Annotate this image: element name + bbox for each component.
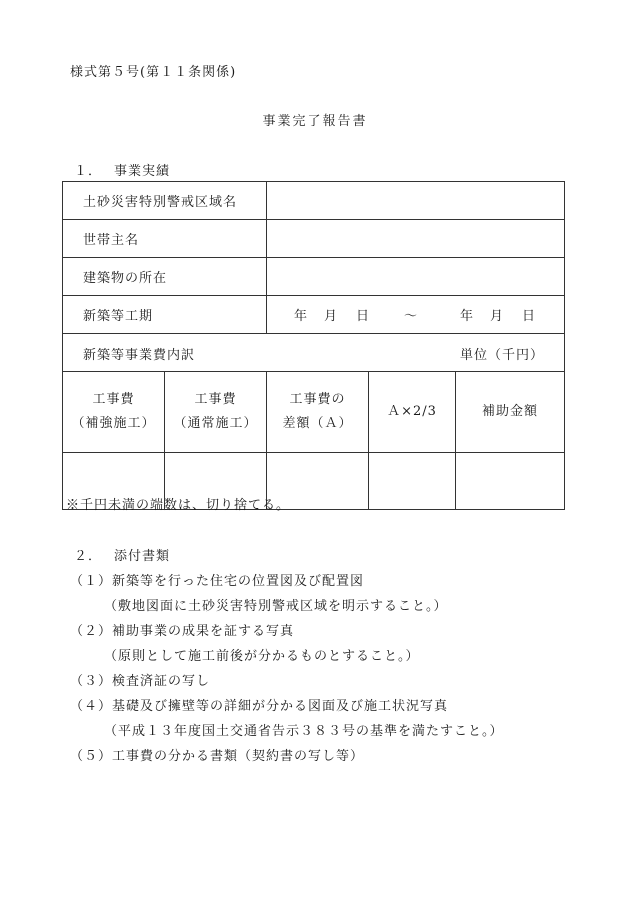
section-1-title: 事業実績	[114, 164, 171, 179]
table-row	[63, 334, 565, 372]
table-row	[63, 258, 565, 296]
attachment-item: （２）補助事業の成果を証する写真	[70, 624, 295, 639]
period-year-end: 年	[460, 309, 475, 324]
cost-breakdown-label: 新築等事業費内訳	[83, 348, 196, 363]
period-tilde: ～	[404, 309, 419, 324]
header-line: 補助金額	[482, 404, 539, 419]
two-thirds-field[interactable]	[369, 453, 456, 510]
header-line: Ａ×2/3	[387, 404, 437, 419]
attachment-item: （１）新築等を行った住宅の位置図及び配置図	[70, 574, 365, 589]
building-location-label: 建築物の所在	[63, 258, 267, 296]
period-month: 月	[324, 309, 339, 324]
subsidy-amount-field[interactable]	[456, 453, 565, 510]
period-day: 日	[356, 309, 371, 324]
householder-label: 世帯主名	[63, 220, 267, 258]
section-1-heading	[74, 160, 170, 179]
section-2-heading	[74, 545, 170, 564]
attachment-note: （平成１３年度国土交通省告示３８３号の基準を満たすこと。）	[104, 724, 504, 739]
table-row	[63, 296, 565, 334]
attachment-item: （３）検査済証の写し	[70, 674, 211, 689]
header-line: 工事費	[92, 392, 135, 407]
table-row	[63, 220, 565, 258]
unit-label: 単位（千円）	[460, 348, 545, 363]
table-row	[63, 372, 565, 453]
header-line: （通常施工）	[173, 416, 258, 431]
period-month-end: 月	[490, 309, 505, 324]
header-cost-difference	[267, 372, 369, 453]
header-subsidy-amount	[456, 372, 565, 453]
cost-breakdown-row	[63, 334, 565, 372]
area-name-label: 土砂災害特別警戒区域名	[63, 182, 267, 220]
attachment-item: （４）基礎及び擁壁等の詳細が分かる図面及び施工状況写真	[70, 699, 449, 714]
header-line: 差額（Ａ）	[282, 416, 353, 431]
rounding-note: ※千円未満の端数は、切り捨てる。	[66, 498, 291, 513]
header-line: 工事費	[194, 392, 237, 407]
construction-period-label: 新築等工期	[63, 296, 267, 334]
header-line: （補強施工）	[71, 416, 156, 431]
period-day-end: 日	[522, 309, 537, 324]
header-normal-cost	[165, 372, 267, 453]
attachment-item: （５）工事費の分かる書類（契約書の写し等）	[70, 749, 365, 764]
householder-field[interactable]	[267, 220, 565, 258]
header-two-thirds	[369, 372, 456, 453]
document-title: 事業完了報告書	[262, 114, 368, 129]
project-results-table	[62, 181, 565, 510]
attachment-note: （原則として施工前後が分かるものとすること。）	[104, 649, 420, 664]
area-name-field[interactable]	[267, 182, 565, 220]
header-reinforced-cost	[63, 372, 165, 453]
period-year: 年	[294, 309, 309, 324]
attachment-note: （敷地図面に土砂災害特別警戒区域を明示すること。）	[104, 599, 448, 614]
section-1-number: １．	[74, 164, 103, 179]
section-2-number: ２．	[74, 549, 103, 564]
building-location-field[interactable]	[267, 258, 565, 296]
section-2-title: 添付書類	[114, 549, 171, 564]
table-row	[63, 182, 565, 220]
form-number: 様式第５号(第１１条関係)	[70, 65, 237, 80]
construction-period-field[interactable]	[267, 296, 565, 334]
header-line: 工事費の	[289, 392, 346, 407]
